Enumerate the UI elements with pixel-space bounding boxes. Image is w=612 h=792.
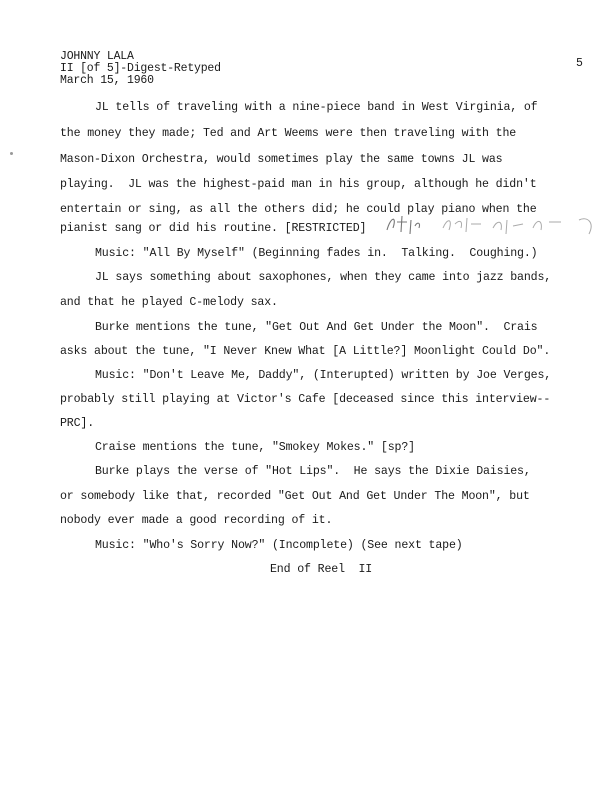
body-line: JL tells of traveling with a nine-piece band in West Virginia, of (95, 101, 538, 114)
body-line: Craise mentions the tune, "Smokey Mokes." [sp?] (95, 441, 415, 454)
scan-speck (10, 152, 13, 155)
body-line: asks about the tune, "I Never Knew What [A Little?] Moonlight Could Do". (60, 345, 551, 358)
handwritten-annotation (383, 212, 603, 238)
end-of-reel: End of Reel II (270, 563, 373, 576)
body-line: PRC]. (60, 417, 95, 430)
body-line: entertain or sing, as all the others did; he could play piano when the (60, 203, 537, 216)
body-line: JL says something about saxophones, when they came into jazz bands, (95, 271, 552, 284)
page-number: 5 (576, 57, 583, 70)
body-line: Music: "All By Myself" (Beginning fades in. Talking. Coughing.) (95, 247, 538, 260)
body-line: Mason-Dixon Orchestra, would sometimes play the same towns JL was (60, 153, 503, 166)
body-line: probably still playing at Victor's Cafe [deceased since this interview-- (60, 393, 551, 406)
body-line: nobody ever made a good recording of it. (60, 514, 333, 527)
body-line: Burke plays the verse of "Hot Lips". He says the Dixie Daisies, (95, 465, 531, 478)
header-date: March 15, 1960 (60, 74, 154, 87)
header-reel: II [of 5]-Digest-Retyped (60, 62, 221, 75)
body-line: playing. JL was the highest-paid man in his group, although he didn't (60, 178, 537, 191)
body-line: Music: "Don't Leave Me, Daddy", (Interupted) written by Joe Verges, (95, 369, 552, 382)
body-line: Burke mentions the tune, "Get Out And Get Under the Moon". Crais (95, 321, 538, 334)
body-line: Music: "Who's Sorry Now?" (Incomplete) (See next tape) (95, 539, 463, 552)
body-line: or somebody like that, recorded "Get Out And Get Under The Moon", but (60, 490, 530, 503)
body-line: the money they made; Ted and Art Weems were then traveling with the (60, 127, 517, 140)
body-line: pianist sang or did his routine. [RESTRICTED] (60, 222, 367, 235)
header-name: JOHNNY LALA (60, 50, 134, 63)
body-line: and that he played C-melody sax. (60, 296, 278, 309)
